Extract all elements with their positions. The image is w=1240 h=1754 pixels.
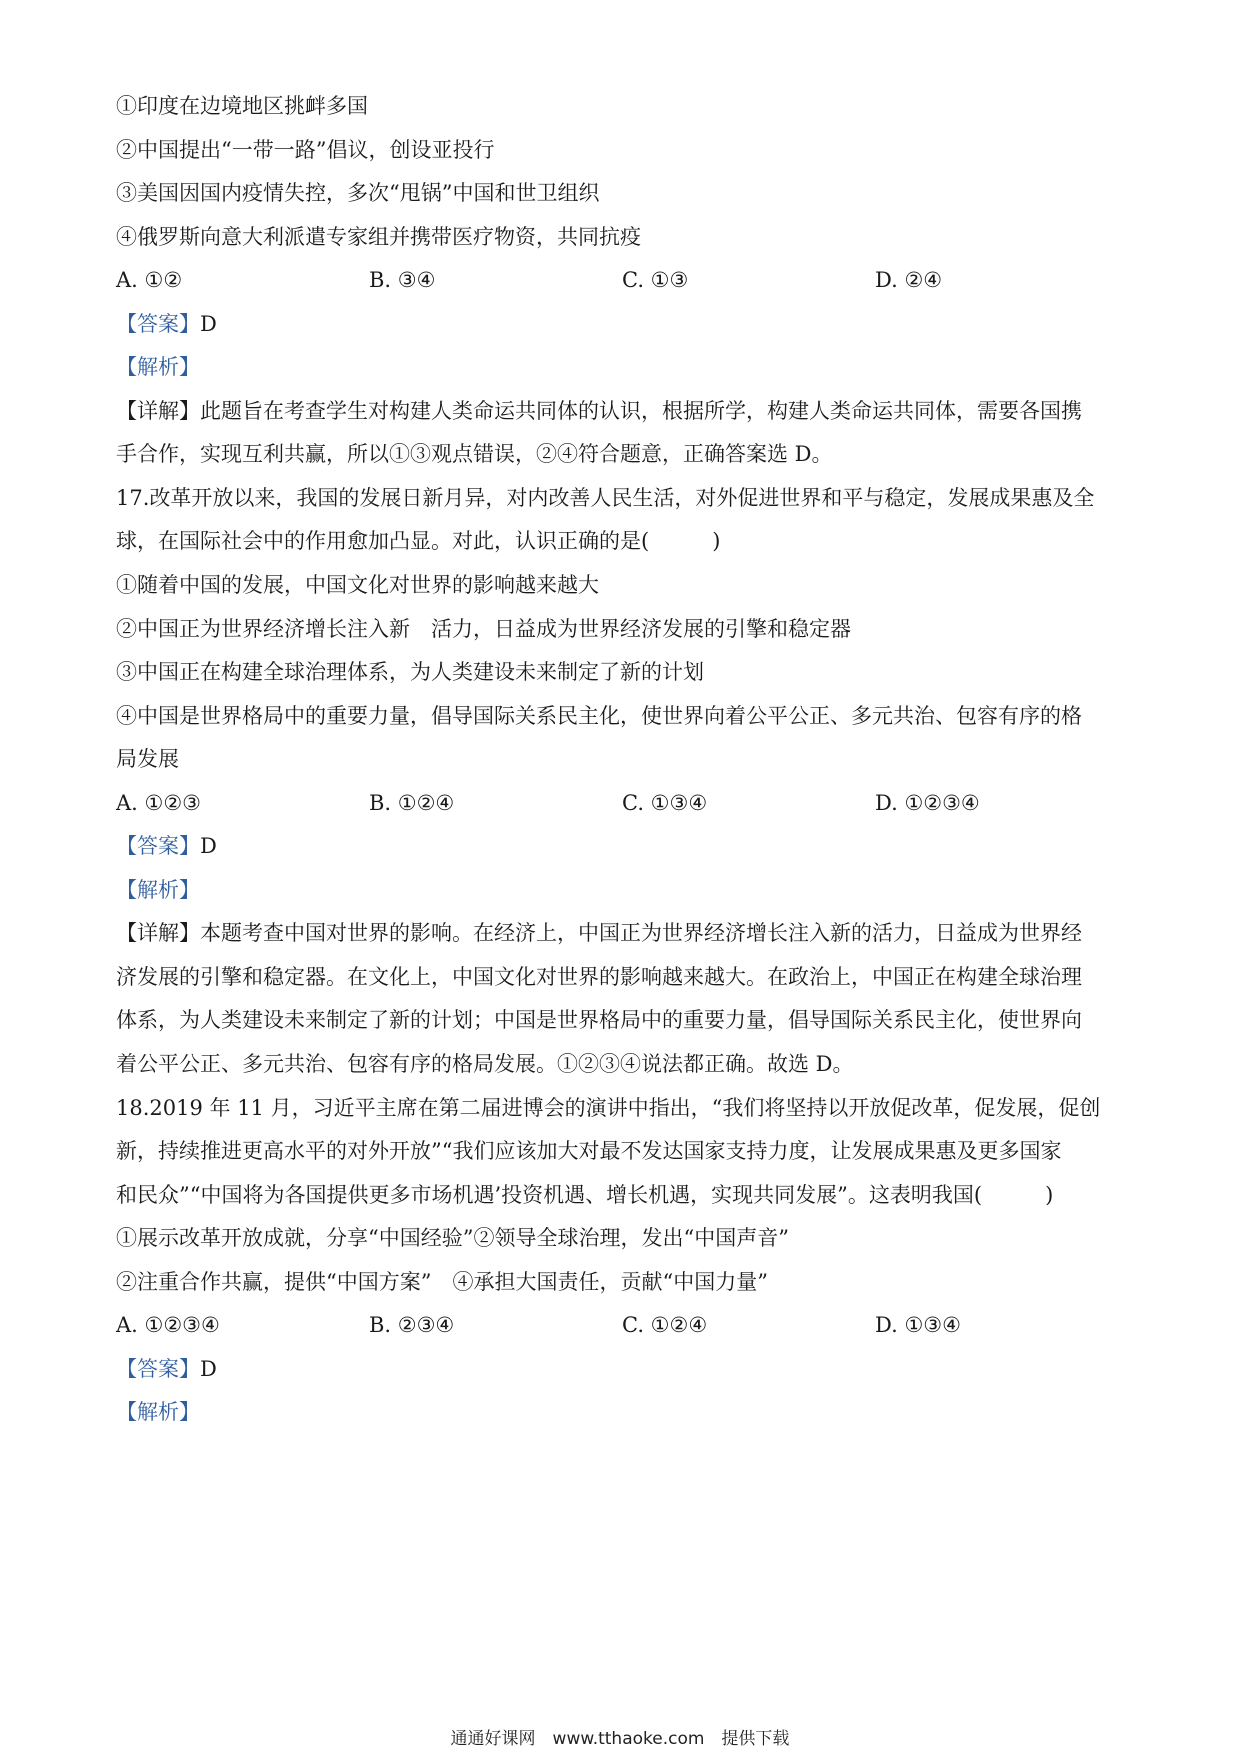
- answer-value: D: [200, 1357, 217, 1381]
- q16-analysis: [116, 352, 1136, 382]
- q17-detail-line-1: [116, 918, 1136, 948]
- q16-detail-line-2: 手合作，实现互利共赢，所以①③观点错误，②④符合题意，正确答案选 D。: [116, 442, 833, 466]
- q18-stem-line-2: 新，持续推进更高水平的对外开放”“我们应该加大对最不发达国家支持力度，让发展成果惠及更多国家: [116, 1139, 1062, 1163]
- q17-item-2: ②中国正为世界经济增长注入新 活力，日益成为世界经济发展的引擎和稳定器: [116, 617, 851, 641]
- q18-item-line-2: ②注重合作共赢，提供“中国方案” ④承担大国责任，贡献“中国力量”: [116, 1270, 768, 1294]
- answer-value: D: [200, 834, 217, 858]
- page-footer: 通通好课网 www.tthaoke.com 提供下载: [450, 1729, 790, 1749]
- q17-detail-line-4: 着公平公正、多元共治、包容有序的格局发展。①②③④说法都正确。故选 D。: [116, 1052, 854, 1076]
- analysis-tag: 【解析】: [116, 878, 200, 902]
- q16-answer: [116, 309, 1136, 339]
- q17-detail-line-2: 济发展的引擎和稳定器。在文化上，中国文化对世界的影响越来越大。在政治上，中国正在构建全球治理: [116, 965, 1082, 989]
- q16-item-4: ④俄罗斯向意大利派遣专家组并携带医疗物资，共同抗疫: [116, 225, 641, 249]
- q16-option-d: D. ②④: [875, 268, 943, 292]
- q17-item-4-cont: 局发展: [116, 747, 179, 771]
- detail-text: 本题考查中国对世界的影响。在经济上，中国正为世界经济增长注入新的活力，日益成为世界经: [200, 921, 1082, 945]
- q16-item-3: ③美国因国内疫情失控，多次“甩锅”中国和世卫组织: [116, 181, 600, 205]
- q17-answer: [116, 831, 1136, 861]
- q17-option-a: A. ①②③: [116, 791, 201, 815]
- q18-options: [116, 1310, 1136, 1340]
- q18-option-b: B. ②③④: [369, 1313, 455, 1337]
- q16-option-c: C. ①③: [622, 268, 689, 292]
- q18-answer: [116, 1354, 1136, 1384]
- q17-item-1: ①随着中国的发展，中国文化对世界的影响越来越大: [116, 573, 599, 597]
- analysis-tag: 【解析】: [116, 1400, 200, 1424]
- q17-detail-line-3: 体系，为人类建设未来制定了新的计划；中国是世界格局中的重要力量，倡导国际关系民主化，使世界向: [116, 1008, 1082, 1032]
- q16-option-a: A. ①②: [116, 268, 183, 292]
- detail-tag: 【详解】: [116, 921, 200, 945]
- q17-option-d: D. ①②③④: [875, 791, 980, 815]
- q18-option-a: A. ①②③④: [116, 1313, 220, 1337]
- q17-item-3: ③中国正在构建全球治理体系，为人类建设未来制定了新的计划: [116, 660, 704, 684]
- q18-stem-line-1: 18.2019 年 11 月，习近平主席在第二届进博会的演讲中指出，“我们将坚持以开放促改革，促发展，促创: [116, 1096, 1101, 1120]
- analysis-tag: 【解析】: [116, 355, 200, 379]
- q17-option-c: C. ①③④: [622, 791, 708, 815]
- q16-item-2: ②中国提出“一带一路”倡议，创设亚投行: [116, 138, 495, 162]
- detail-text: 此题旨在考查学生对构建人类命运共同体的认识，根据所学，构建人类命运共同体，需要各国携: [200, 399, 1082, 423]
- q17-analysis: [116, 875, 1136, 905]
- q16-item-1: ①印度在边境地区挑衅多国: [116, 94, 368, 118]
- q18-item-line-1: ①展示改革开放成就，分享“中国经验”②领导全球治理，发出“中国声音”: [116, 1226, 789, 1250]
- answer-tag: 【答案】: [116, 834, 200, 858]
- detail-tag: 【详解】: [116, 399, 200, 423]
- answer-value: D: [200, 312, 217, 336]
- q17-stem-line-1: 17.改革开放以来，我国的发展日新月异，对内改善人民生活，对外促进世界和平与稳定，发展成果惠及全: [116, 486, 1095, 510]
- q17-item-4: ④中国是世界格局中的重要力量，倡导国际关系民主化，使世界向着公平公正、多元共治、包容有序的格: [116, 704, 1082, 728]
- answer-tag: 【答案】: [116, 1357, 200, 1381]
- q18-option-c: C. ①②④: [622, 1313, 708, 1337]
- q18-stem-line-3: 和民众”“中国将为各国提供更多市场机遇’投资机遇、增长机遇，实现共同发展”。这表明我国( ): [116, 1183, 1054, 1207]
- q17-option-b: B. ①②④: [369, 791, 455, 815]
- answer-tag: 【答案】: [116, 312, 200, 336]
- q16-detail-line-1: [116, 396, 1136, 426]
- q16-options: [116, 265, 1136, 295]
- q18-option-d: D. ①③④: [875, 1313, 961, 1337]
- q18-analysis: [116, 1397, 1136, 1427]
- q17-stem-line-2: 球，在国际社会中的作用愈加凸显。对此，认识正确的是( ): [116, 529, 721, 553]
- q17-options: [116, 788, 1136, 818]
- q16-option-b: B. ③④: [369, 268, 436, 292]
